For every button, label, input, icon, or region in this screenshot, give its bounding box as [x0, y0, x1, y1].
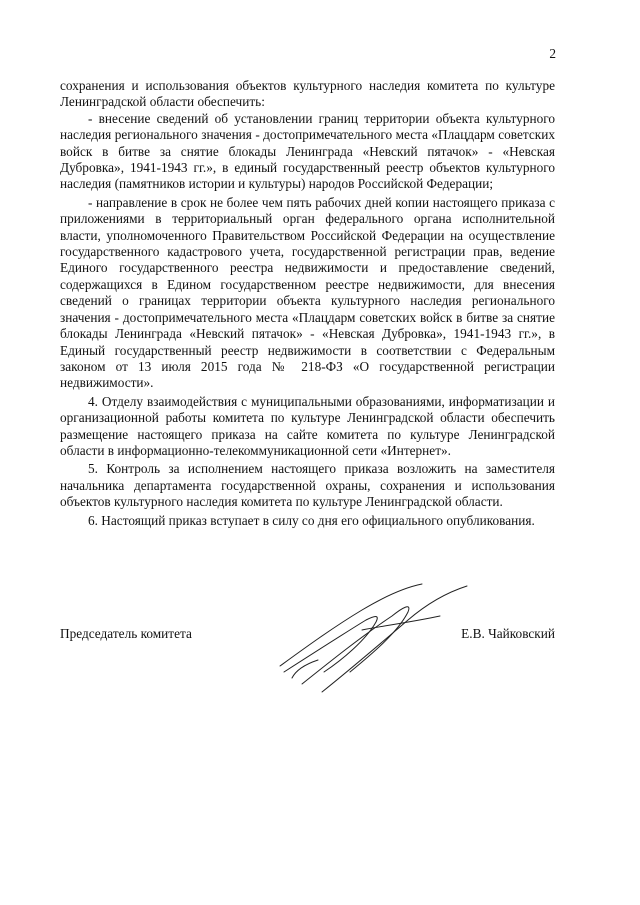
- paragraph-item-6: 6. Настоящий приказ вступает в силу со дня его официального опубликования.: [88, 512, 535, 528]
- paragraph-copy-submission: - направление в срок не более чем пять рабочих дней копии настоящего приказа с приложениями в территориальный орган федерального органа исполнительной власти, уполномоченного Правительством Российской Федерации на осуществление государственного кадастрового учета, государственной регистрации прав, ведение Единого государственного реестра недвижимости и предоставление сведений, содержащихся в Едином государственном реестре недвижимости, для внесения сведений о границах территории объекта культурного наследия регионального значения - достопримечательного места «Плацдарм советских войск в битве за снятие блокады Ленинграда «Невский пятачок» - «Невская Дубровка», 1941-1943 гг.», в Единый государственный реестр недвижимости в соответствии с Федеральным законом от 13 июля 2015 года № 218-ФЗ «О государственной регистрации недвижимости».: [60, 194, 555, 391]
- paragraph-item-4: 4. Отделу взаимодействия с муниципальными образованиями, информатизации и организационной работы комитета по культуре Ленинградской области обеспечить размещение настоящего приказа на сайте комитета по культуре Ленинградской области в информационно-телекоммуникационной сети «Интернет».: [60, 393, 555, 458]
- signatory-name: Е.В. Чайковский: [461, 626, 555, 641]
- paragraph-item-5: 5. Контроль за исполнением настоящего приказа возложить на заместителя начальника департамента государственной охраны, сохранения и использования объектов культурного наследия комитета по культуре Ленинградской области.: [60, 461, 555, 510]
- handwritten-signature: [262, 580, 482, 700]
- page-number: 2: [549, 46, 556, 61]
- paragraph-register-entry: - внесение сведений об установлении границ территории объекта культурного наследия регионального значения - достопримечательного места «Плацдарм советских войск в битве за снятие блокады Ленинграда «Невский пятачок» - «Невская Дубровка», 1941-1943 гг.», в единый государственный реестр объектов культурного наследия (памятников истории и культуры) народов Российской Федерации;: [60, 110, 555, 192]
- paragraph-continuation: сохранения и использования объектов культурного наследия комитета по культуре Ленинградской области обеспечить:: [60, 78, 555, 110]
- document-body: [60, 78, 555, 529]
- signatory-position: Председатель комитета: [60, 626, 192, 641]
